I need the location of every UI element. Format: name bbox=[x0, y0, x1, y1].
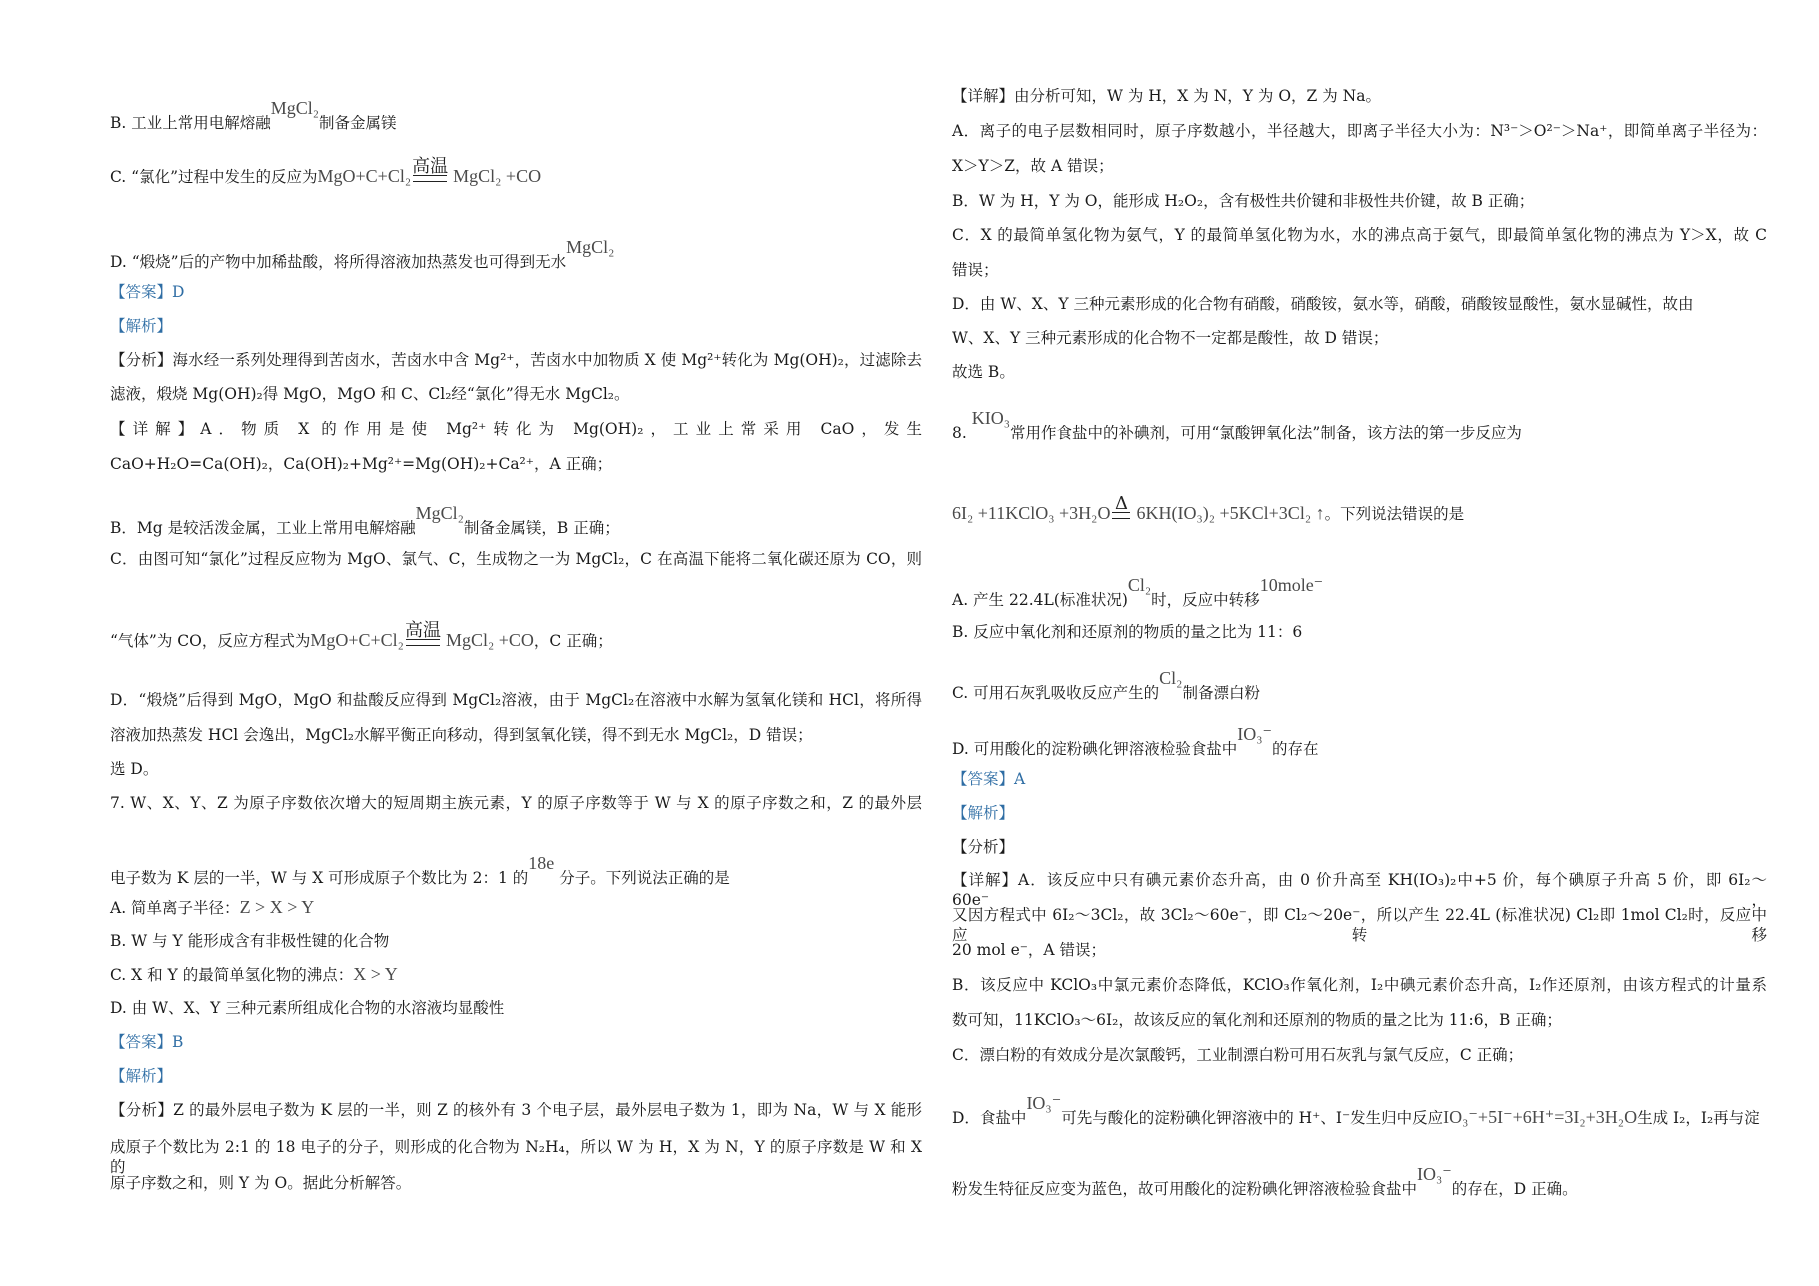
detail-b: B．Mg 是较活泼金属，工业上常用电解熔融MgCl₂制备金属镁，B 正确； bbox=[110, 503, 620, 537]
question-8: 8. KIO₃常用作食盐中的补碘剂，可用“氯酸钾氧化法”制备，该方法的第一步反应为 bbox=[952, 408, 1522, 442]
detail-text: C．漂白粉的有效成分是次氯酸钙，工业制漂白粉可用石灰乳与氯气反应，C 正确； bbox=[952, 1046, 1524, 1064]
answer-label: 【答案】B bbox=[110, 1033, 184, 1051]
answer-label: 【答案】A bbox=[952, 770, 1026, 788]
q8-option-b: B. 反应中氧化剂和还原剂的物质的量之比为 11：6 bbox=[952, 623, 1303, 641]
formula: IO₃⁻ bbox=[1417, 1164, 1452, 1184]
detail-text: B．W 为 H，Y 为 O，能形成 H₂O₂，含有极性共价键和非极性共价键，故 B 正确； bbox=[952, 192, 1535, 210]
formula: MgCl₂ bbox=[415, 503, 464, 523]
analysis-label: 【解析】 bbox=[110, 317, 173, 335]
option-d: D. “煅烧”后的产物中加稀盐酸，将所得溶液加热蒸发也可得到无水MgCl₂ bbox=[110, 237, 615, 271]
detail-text: A．离子的电子层数相同时，原子序数越小，半径越大，即离子半径大小为：N³⁻＞O²⁻＞Na⁺，即简单离子半径为： bbox=[952, 122, 1767, 140]
q7-option-d: D. 由 W、X、Y 三种元素所组成化合物的水溶液均显酸性 bbox=[110, 999, 505, 1017]
detail-d2: 粉发生特征反应变为蓝色，故可用酸化的淀粉碘化钾溶液检验食盐中IO₃⁻的存在，D 正确。 bbox=[952, 1164, 1578, 1198]
formula: 6I₂ +11KClO₃ +3H₂O bbox=[952, 503, 1111, 523]
select-text: 故选 B。 bbox=[952, 363, 1015, 381]
formula: Cl₂ bbox=[1127, 575, 1152, 595]
question-7-line2: 电子数为 K 层的一半，W 与 X 可形成原子个数比为 2：1 的18e 分子。下列说法正确的是 bbox=[110, 853, 730, 887]
detail-d: D．食盐中IO₃⁻可先与酸化的淀粉碘化钾溶液中的 H⁺、I⁻发生归中反应IO₃⁻+5I⁻+6H⁺=3I₂+3H₂O生成 I₂，I₂再与淀 bbox=[952, 1093, 1760, 1127]
analysis-label: 【解析】 bbox=[952, 804, 1015, 822]
high-temp-condition: 高温 bbox=[404, 643, 442, 646]
analysis-label: 【解析】 bbox=[110, 1067, 173, 1085]
answer-label: 【答案】D bbox=[110, 283, 185, 301]
detail-text: W、X、Y 三种元素形成的化合物不一定都是酸性，故 D 错误； bbox=[952, 329, 1389, 347]
analysis-text: 滤液，煅烧 Mg(OH)₂得 MgO，MgO 和 C、Cl₂经“氯化”得无水 MgCl₂。 bbox=[110, 385, 630, 403]
formula: MgCl₂ bbox=[270, 98, 320, 118]
formula: 6KH(IO₃)₂ +5KCl+3Cl₂ ↑ bbox=[1136, 503, 1325, 523]
q8-option-d: D. 可用酸化的淀粉碘化钾溶液检验食盐中IO₃⁻的存在 bbox=[952, 724, 1319, 758]
detail-text: D．由 W、X、Y 三种元素形成的化合物有硝酸，硝酸铵，氨水等，硝酸，硝酸铵显酸性，氨水显碱性，故由 bbox=[952, 295, 1694, 313]
detail-text: 【详解】由分析可知，W 为 H，X 为 N，Y 为 O，Z 为 Na。 bbox=[952, 87, 1381, 105]
formula: IO₃⁻+5I⁻+6H⁺=3I₂+3H₂O bbox=[1443, 1107, 1638, 1127]
detail-text: 错误； bbox=[952, 261, 999, 279]
detail-text: 【详解】A．该反应中只有碘元素价态升高，由 0 价升高至 KH(IO₃)₂中+5 价，每个碘原子升高 5 价，即 6I₂～60e⁻， bbox=[952, 871, 1767, 909]
q7-option-a: A. 简单离子半径：Z > X > Y bbox=[110, 897, 315, 917]
formula: Cl₂ bbox=[1159, 668, 1183, 688]
detail-c2: “气体”为 CO，反应方程式为MgO+C+Cl₂ 高温 MgCl₂ +CO，C 正确； bbox=[110, 620, 613, 650]
formula: IO₃⁻ bbox=[1237, 724, 1273, 744]
high-temp-condition: 高温 bbox=[411, 179, 449, 182]
detail-text: 数可知，11KClO₃～6I₂，故该反应的氧化剂和还原剂的物质的量之比为 11:6，B 正确； bbox=[952, 1011, 1562, 1029]
q8-option-a: A. 产生 22.4L(标准状况)Cl₂时，反应中转移10mole⁻ bbox=[952, 575, 1324, 609]
question-7: 7. W、X、Y、Z 为原子序数依次增大的短周期主族元素，Y 的原子序数等于 W 与 X 的原子序数之和，Z 的最外层 bbox=[110, 794, 922, 812]
question-8-equation: 6I₂ +11KClO₃ +3H₂O Δ 6KH(IO₃)₂ +5KCl+3Cl₂ ↑。下列说法错误的是 bbox=[952, 493, 1465, 523]
analysis-text: 原子序数之和，则 Y 为 O。据此分析解答。 bbox=[110, 1174, 412, 1192]
analysis-text: 【分析】海水经一系列处理得到苦卤水，苦卤水中含 Mg²⁺，苦卤水中加物质 X 使 Mg²⁺转化为 Mg(OH)₂，过滤除去 bbox=[110, 351, 922, 369]
detail-text: 【详解】A．物质 X 的作用是使 Mg²⁺转化为 Mg(OH)₂，工业上常采用 CaO，发生 bbox=[110, 420, 922, 438]
analysis-label: 【分析】 bbox=[952, 838, 1015, 856]
formula: MgO+C+Cl₂ bbox=[317, 166, 412, 186]
formula: MgCl₂ +CO bbox=[453, 166, 542, 186]
detail-text: 又因方程式中 6I₂～3Cl₂，故 3Cl₂～60e⁻，即 Cl₂～20e⁻，所以产生 22.4L (标准状况) Cl₂即 1mol Cl₂时，反应中应转移 bbox=[952, 906, 1767, 944]
detail-text: CaO+H₂O=Ca(OH)₂，Ca(OH)₂+Mg²⁺=Mg(OH)₂+Ca²⁺，A 正确； bbox=[110, 455, 613, 473]
formula: KIO₃ bbox=[971, 408, 1010, 428]
analysis-text: 成原子个数比为 2:1 的 18 电子的分子，则形成的化合物为 N₂H₄，所以 W 为 H，X 为 N，Y 的原子序数是 W 和 X 的 bbox=[110, 1138, 922, 1176]
detail-text: B．该反应中 KClO₃中氯元素价态降低，KClO₃作氧化剂，I₂中碘元素价态升高，I₂作还原剂，由该方程式的计量系 bbox=[952, 976, 1767, 994]
formula: IO₃⁻ bbox=[1026, 1093, 1062, 1113]
heat-condition: Δ bbox=[1110, 516, 1132, 519]
q8-option-c: C. 可用石灰乳吸收反应产生的Cl₂制备漂白粉 bbox=[952, 668, 1260, 702]
detail-text: C．X 的最简单氢化物为氨气，Y 的最简单氢化物为水，水的沸点高于氨气，即最简单氢化物的沸点为 Y＞X，故 C bbox=[952, 226, 1767, 244]
formula: 10mole⁻ bbox=[1259, 575, 1324, 595]
q7-option-c: C. X 和 Y 的最简单氢化物的沸点：X > Y bbox=[110, 964, 398, 984]
detail-text: 溶液加热蒸发 HCl 会逸出，MgCl₂水解平衡正向移动，得到氢氧化镁，得不到无水 MgCl₂，D 错误； bbox=[110, 726, 813, 744]
formula: MgCl₂ +CO bbox=[445, 630, 534, 650]
detail-text: C．由图可知“氯化”过程反应物为 MgO、氯气、C，生成物之一为 MgCl₂，C 在高温下能将二氧化碳还原为 CO，则 bbox=[110, 550, 922, 568]
select-text: 选 D。 bbox=[110, 760, 159, 778]
detail-text: D．“煅烧”后得到 MgO，MgO 和盐酸反应得到 MgCl₂溶液，由于 MgCl₂在溶液中水解为氢氧化镁和 HCl，将所得 bbox=[110, 691, 922, 709]
analysis-text: 【分析】Z 的最外层电子数为 K 层的一半，则 Z 的核外有 3 个电子层，最外层电子数为 1，即为 Na，W 与 X 能形 bbox=[110, 1101, 922, 1119]
option-c: C. “氯化”过程中发生的反应为MgO+C+Cl₂ 高温 MgCl₂ +CO bbox=[110, 156, 542, 186]
q7-option-b: B. W 与 Y 能形成含有非极性键的化合物 bbox=[110, 932, 390, 950]
formula: MgCl₂ bbox=[566, 237, 615, 257]
formula: Z > X > Y bbox=[239, 897, 315, 917]
formula: MgO+C+Cl₂ bbox=[310, 630, 404, 650]
detail-text: X＞Y＞Z，故 A 错误； bbox=[952, 157, 1114, 175]
formula: X > Y bbox=[353, 964, 398, 984]
option-b: B. 工业上常用电解熔融MgCl₂制备金属镁 bbox=[110, 98, 397, 132]
formula: 18e bbox=[528, 853, 555, 873]
detail-text: 20 mol e⁻，A 错误； bbox=[952, 941, 1107, 959]
